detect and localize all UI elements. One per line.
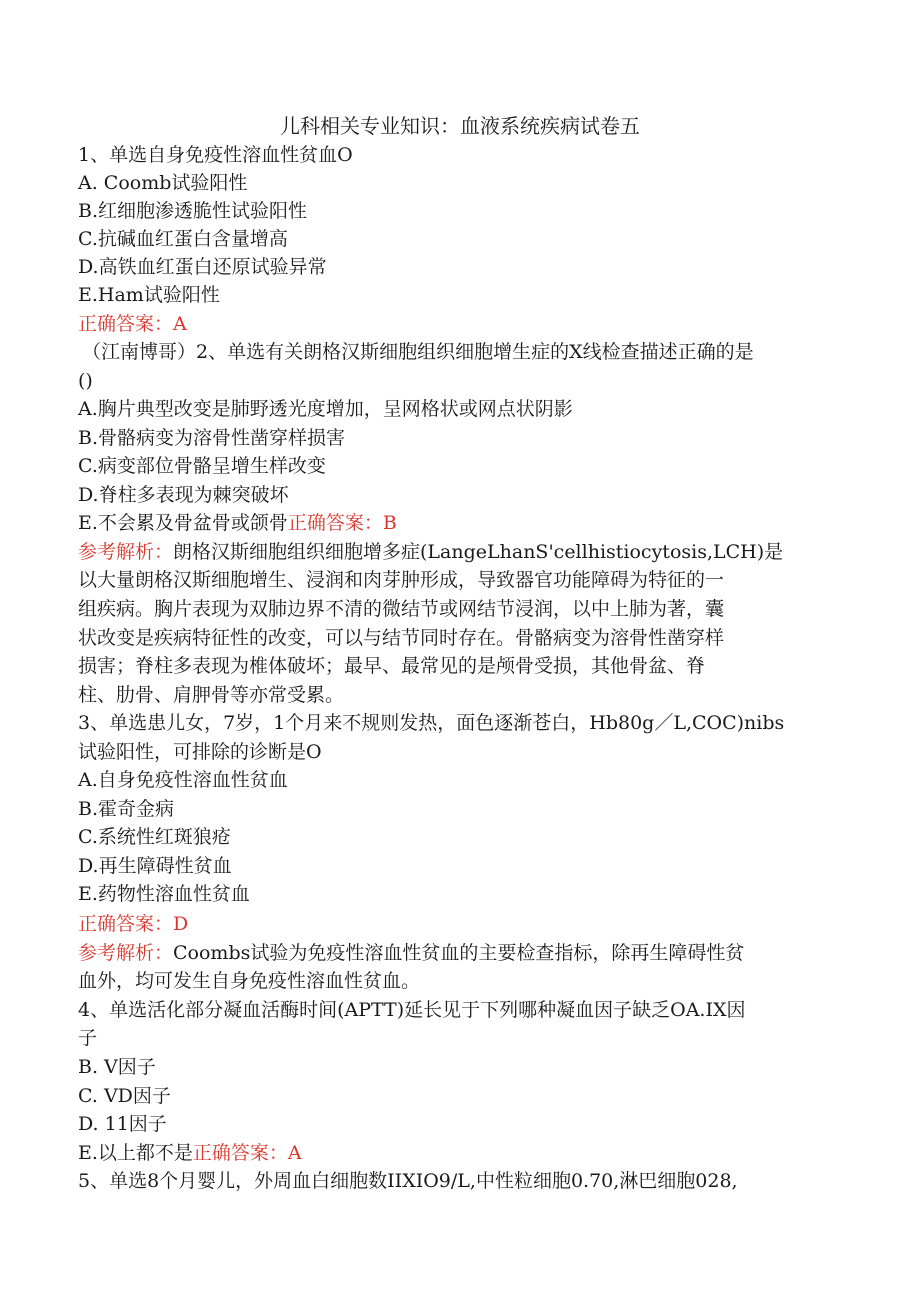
question-2-analysis-line-4: 状改变是疾病特征性的改变，可以与结节同时存在。骨骼病变为溶骨性凿穿样 (78, 627, 725, 649)
question-2-analysis-row (78, 538, 838, 566)
question-1-stem: 1、单选自身免疫性溶血性贫血O (78, 144, 353, 166)
question-3-option-d: D.再生障碍性贫血 (78, 855, 232, 877)
question-1-option-b: B.红细胞渗透脆性试验阳性 (78, 200, 308, 222)
question-5-stem: 5、单选8个月婴儿，外周血白细胞数IIXIO9/L,中性粒细胞0.70,淋巴细胞028, (78, 1170, 738, 1192)
question-4-option-b: B. V因子 (78, 1056, 156, 1078)
question-2-option-c: C.病变部位骨骼呈增生样改变 (78, 455, 326, 477)
question-1-option-d: D.高铁血红蛋白还原试验异常 (78, 256, 327, 278)
question-2-analysis-line-2: 以大量朗格汉斯细胞增生、浸润和肉芽肿形成，导致器官功能障碍为特征的一 (78, 569, 725, 591)
page-title: 儿科相关专业知识：血液系统疾病试卷五 (280, 114, 640, 138)
question-2-analysis-line-5: 损害；脊柱多表现为椎体破坏；最早、最常见的是颅骨受损，其他骨盆、脊 (78, 655, 706, 677)
question-4-option-e: E.以上都不是 (78, 1142, 193, 1164)
question-3-option-e: E.药物性溶血性贫血 (78, 883, 250, 905)
question-3-option-c: C.系统性红斑狼疮 (78, 826, 231, 848)
question-2-option-a: A.胸片典型改变是肺野透光度增加，呈网格状或网点状阴影 (78, 398, 573, 420)
question-1-option-c: C.抗碱血红蛋白含量增高 (78, 228, 288, 250)
question-2-stem-cont: () (78, 370, 93, 392)
question-2-option-e-row (78, 509, 838, 537)
question-2-analysis-line-3: 组疾病。胸片表现为双肺边界不清的微结节或网结节浸润，以中上肺为著，囊 (78, 598, 725, 620)
question-4-stem: 4、单选活化部分凝血活酶时间(APTT)延长见于下列哪种凝血因子缺乏OA.IX因 (78, 999, 746, 1021)
question-3-analysis-line-1: Coombs试验为免疫性溶血性贫血的主要检查指标，除再生障碍性贫 (173, 942, 745, 964)
question-2-answer: 正确答案：B (287, 512, 397, 534)
question-2-option-e: E.不会累及骨盆骨或颌骨 (78, 512, 288, 534)
question-4-option-e-row (78, 1139, 838, 1167)
question-4-answer: 正确答案：A (192, 1142, 302, 1164)
question-3-analysis-row (78, 939, 838, 967)
question-3-analysis-line-2: 血外，均可发生自身免疫性溶血性贫血。 (78, 970, 421, 992)
question-2-analysis-line-1: 朗格汉斯细胞组织细胞增多症(LangeLhanS'cellhistiocytosis,LCH)是 (173, 541, 784, 563)
question-4-option-c: C. VD因子 (78, 1085, 171, 1107)
question-3-answer: 正确答案：D (78, 913, 189, 935)
question-4-option-d: D. 11因子 (78, 1113, 167, 1135)
question-1-answer: 正确答案：A (78, 313, 187, 335)
question-2-stem: （江南博哥）2、单选有关朗格汉斯细胞组织细胞增生症的X线检查描述正确的是 (82, 341, 754, 363)
question-1-option-e: E.Ham试验阳性 (78, 284, 220, 306)
question-4-stem-cont: 子 (78, 1027, 98, 1049)
analysis-label: 参考解析： (78, 541, 174, 563)
question-2-option-b: B.骨骼病变为溶骨性凿穿样损害 (78, 427, 346, 449)
question-2-option-d: D.脊柱多表现为棘突破坏 (78, 484, 289, 506)
question-3-option-b: B.霍奇金病 (78, 798, 175, 820)
question-3-option-a: A.自身免疫性溶血性贫血 (78, 769, 288, 791)
question-2-analysis-line-6: 柱、肋骨、肩胛骨等亦常受累。 (78, 684, 345, 706)
analysis-label: 参考解析： (78, 942, 174, 964)
question-1-option-a: A. Coomb试验阳性 (78, 172, 248, 194)
question-3-stem-cont: 试验阳性，可排除的诊断是O (78, 741, 322, 763)
question-3-stem: 3、单选患儿女，7岁，1个月来不规则发热，面色逐渐苍白，Hb80g／L,COC)nibs (78, 712, 785, 734)
